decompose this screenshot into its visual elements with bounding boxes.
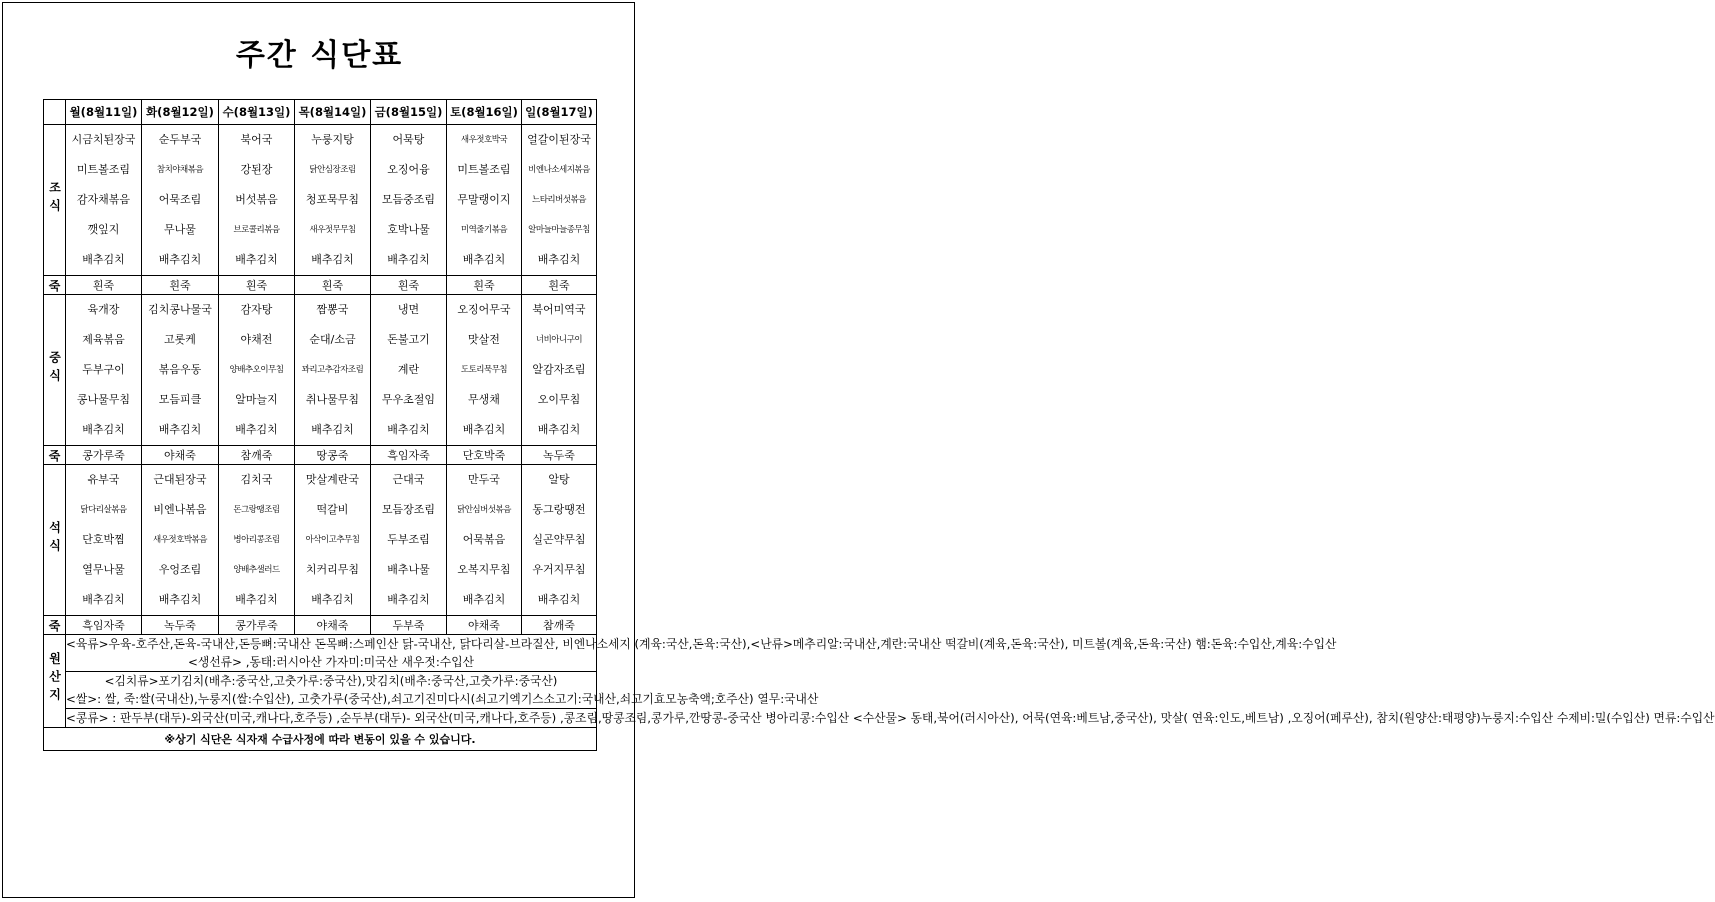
menu-item: 새우젓무무침: [309, 225, 356, 235]
juk-cell: 두부죽: [371, 616, 447, 635]
menu-item: 치커리무침: [305, 563, 360, 576]
menu-item: 유부국: [87, 473, 120, 486]
menu-cell: [66, 125, 142, 276]
juk-cell: 흰죽: [447, 276, 522, 295]
menu-item: 제육볶음: [82, 333, 125, 346]
menu-cell: [142, 125, 219, 276]
juk-label: 죽: [44, 616, 66, 635]
menu-item: 배추김치: [462, 423, 506, 436]
menu-item: 김치콩나물국: [148, 303, 212, 316]
day-header: 수(8월13일): [219, 100, 295, 125]
menu-cell: [371, 465, 447, 616]
juk-cell: 흑임자죽: [66, 616, 142, 635]
menu-item: 미트볼조림: [76, 163, 131, 176]
juk-cell: 흰죽: [295, 276, 371, 295]
menu-item: 동그랑땡전: [532, 503, 586, 516]
menu-item: 오징어융: [387, 163, 430, 176]
juk-row: [44, 616, 597, 635]
menu-item: 배추김치: [537, 423, 581, 436]
meal-label: [44, 295, 66, 446]
juk-label: 죽: [44, 276, 66, 295]
origin-text: [66, 709, 1715, 728]
juk-cell: 단호박죽: [447, 446, 522, 465]
juk-cell: 야채죽: [295, 616, 371, 635]
menu-item: 만두국: [468, 473, 500, 486]
menu-item: 두부조림: [387, 533, 430, 546]
menu-cell: [219, 295, 295, 446]
menu-item: 배추김치: [537, 593, 581, 606]
menu-item: 배추김치: [462, 253, 506, 266]
menu-item: 강된장: [240, 163, 273, 176]
juk-cell: 흰죽: [66, 276, 142, 295]
menu-item: 배추김치: [235, 423, 278, 436]
menu-item: 계란: [397, 363, 420, 376]
vertical-label: 조식: [47, 180, 62, 217]
menu-item: 비엔나소세지볶음: [528, 165, 590, 175]
menu-item: 꽈리고추감자조림: [301, 365, 364, 375]
menu-item: 짬뽕국: [316, 303, 349, 316]
menu-item: 김치국: [240, 473, 273, 486]
juk-row: [44, 446, 597, 465]
meal-row: [44, 125, 597, 276]
menu-item: 북어미역국: [532, 303, 586, 316]
notice-text: ※상기 식단은 식자재 수급사정에 따라 변동이 있을 수 있습니다.: [44, 728, 597, 751]
menu-item: 비엔나볶음: [153, 503, 207, 516]
menu-cell: [142, 465, 219, 616]
menu-item: 감자탕: [240, 303, 273, 316]
menu-item: 알마늘지: [235, 393, 278, 406]
juk-cell: 참깨죽: [219, 446, 295, 465]
menu-item: 양배추샐러드: [233, 565, 280, 575]
juk-cell: 콩가루죽: [219, 616, 295, 635]
juk-cell: 녹두죽: [142, 616, 219, 635]
menu-item: 무생채: [468, 393, 500, 406]
menu-item: 무나물: [164, 223, 196, 236]
meal-label: [44, 125, 66, 276]
menu-item: 콩나물무침: [76, 393, 131, 406]
day-header: 금(8월15일): [371, 100, 447, 125]
menu-item: 닭다리살볶음: [80, 505, 127, 515]
day-header: 화(8월12일): [142, 100, 219, 125]
menu-item: 알마늘마늘종무침: [528, 225, 590, 235]
menu-item: 배추김치: [158, 253, 202, 266]
menu-item: 북어국: [240, 133, 273, 146]
menu-item: 두부구이: [82, 363, 125, 376]
menu-cell: [447, 465, 522, 616]
menu-item: 알감자조림: [532, 363, 586, 376]
menu-cell: [522, 465, 597, 616]
menu-item: 근대된장국: [153, 473, 207, 486]
menu-item: 어묵탕: [392, 133, 425, 146]
menu-item: 얼갈이된장국: [527, 133, 591, 146]
menu-item: 배추나물: [387, 563, 430, 576]
vertical-label: 원산지: [47, 652, 62, 706]
menu-item: 배추김치: [158, 593, 202, 606]
menu-item: 배추김치: [311, 253, 354, 266]
menu-item: 냉면: [397, 303, 420, 316]
menu-cell: [522, 125, 597, 276]
menu-cell: [522, 295, 597, 446]
menu-item: 돈불고기: [387, 333, 430, 346]
menu-item: 양배추오이무침: [229, 365, 284, 375]
menu-item: 순두부국: [158, 133, 202, 146]
menu-item: 맛살전: [468, 333, 500, 346]
origin-line: <콩류> : 판두부(대두)-외국산(미국,캐나다,호주등) ,순두부(대두)- 외국산(미국,캐나다,호주등) ,콩조림,땅콩조림,콩가루,깐땅콩-중국산 병아리콩:수입산 <수산물> 동태,북어(러시아산), 어묵(연육:베트남,중국산), 맛살( 연육:인도,베트남) ,오징어(페루산), 참치(원양산:태평양)누룽지:수입산 수제비:밀(수입산) 면류:수입산: [66, 711, 1715, 725]
menu-item: 병아리콩조림: [233, 535, 280, 545]
menu-item: 우엉조림: [158, 563, 202, 576]
meal-label: [44, 465, 66, 616]
menu-item: 배추김치: [82, 423, 125, 436]
menu-item: 배추김치: [158, 423, 202, 436]
menu-item: 배추김치: [387, 423, 430, 436]
menu-table: [43, 99, 1715, 751]
juk-row: [44, 276, 597, 295]
menu-item: 알탕: [548, 473, 570, 486]
menu-item: 배추김치: [82, 253, 125, 266]
menu-item: 누룽지탕: [311, 133, 354, 146]
menu-item: 배추김치: [82, 593, 125, 606]
menu-item: 아삭이고추무침: [305, 535, 360, 545]
menu-cell: [295, 125, 371, 276]
origin-line: <김치류>포기김치(배추:중국산,고춧가루:중국산),맛김치(배추:중국산,고춧가루:중국산): [104, 674, 558, 688]
menu-item: 배추김치: [235, 593, 278, 606]
menu-item: 맛살계란국: [305, 473, 360, 486]
menu-item: 오복지무침: [457, 563, 511, 576]
menu-item: 고롯케: [164, 333, 196, 346]
juk-cell: 흰죽: [142, 276, 219, 295]
menu-item: 닭안심장조림: [309, 165, 356, 175]
vertical-label: 중식: [47, 350, 62, 387]
menu-cell: [447, 295, 522, 446]
juk-cell: 콩가루죽: [66, 446, 142, 465]
menu-item: 새우젓호박국: [460, 135, 508, 145]
page-title: 주간 식단표: [235, 38, 404, 73]
corner-cell: [44, 100, 66, 125]
menu-item: 청포묵무침: [305, 193, 360, 206]
menu-cell: [447, 125, 522, 276]
menu-item: 미역줄기볶음: [460, 225, 508, 235]
menu-item: 깻잎지: [87, 223, 120, 236]
menu-item: 배추김치: [311, 593, 354, 606]
menu-item: 오징어무국: [457, 303, 511, 316]
menu-item: 무말랭이지: [457, 193, 511, 206]
menu-item: 무우초절임: [381, 393, 436, 406]
menu-item: 브로콜리볶음: [233, 225, 280, 235]
menu-cell: [219, 465, 295, 616]
menu-item: 실곤약무침: [532, 533, 586, 546]
menu-cell: [219, 125, 295, 276]
menu-item: 배추김치: [387, 253, 430, 266]
menu-item: 근대국: [392, 473, 425, 486]
menu-item: 오이무침: [537, 393, 581, 406]
menu-item: 배추김치: [387, 593, 430, 606]
day-header: 토(8월16일): [447, 100, 522, 125]
origin-row: [44, 635, 597, 672]
menu-item: 열무나물: [82, 563, 125, 576]
menu-item: 우거지무침: [532, 563, 586, 576]
juk-cell: 참깨죽: [522, 616, 597, 635]
origin-label: [44, 635, 66, 728]
menu-item: 모듬장조림: [381, 503, 436, 516]
menu-item: 야채전: [240, 333, 273, 346]
juk-cell: 흑임자죽: [371, 446, 447, 465]
menu-item: 호박나물: [387, 223, 430, 236]
menu-item: 육개장: [87, 303, 120, 316]
menu-cell: [142, 295, 219, 446]
menu-item: 참치야채볶음: [156, 165, 204, 175]
menu-cell: [295, 465, 371, 616]
origin-row: [44, 709, 597, 728]
origin-line: <쌀>: 쌀, 죽:쌀(국내산),누룽지(쌀:수입산), 고춧가루(중국산),쇠고기진미다시(쇠고기엑기스소고기:국내산,쇠고기효모농축액;호주산) 열무:국내산: [66, 692, 819, 706]
vertical-label: 석식: [47, 520, 62, 557]
menu-item: 닭안심버섯볶음: [457, 505, 511, 515]
menu-item: 배추김치: [462, 593, 506, 606]
menu-item: 미트볼조림: [457, 163, 511, 176]
juk-cell: 흰죽: [219, 276, 295, 295]
juk-cell: 녹두죽: [522, 446, 597, 465]
meal-row: [44, 465, 597, 616]
header-row: [44, 100, 597, 125]
origin-line: <육류>우육-호주산,돈육-국내산,돈등뼈:국내산 돈목뼈:스페인산 닭-국내산, 닭다리살-브라질산, 비엔나소세지 (계육:국산,돈육:국산),<난류>메추리알:국내산,계란:국내산 떡갈비(계육,돈육:국산), 미트볼(계육,돈육:국산) 햄:돈육:수입산,계육:수입산: [66, 637, 1337, 651]
menu-item: 볶음우동: [158, 363, 202, 376]
origin-text: [66, 672, 819, 709]
menu-item: 어묵조림: [158, 193, 202, 206]
menu-item: 취나물무침: [305, 393, 360, 406]
menu-item: 모듬피클: [158, 393, 202, 406]
day-header: 목(8월14일): [295, 100, 371, 125]
menu-item: 배추김치: [311, 423, 354, 436]
juk-label: 죽: [44, 446, 66, 465]
menu-item: 감자채볶음: [76, 193, 131, 206]
origin-text: [66, 635, 1337, 672]
menu-item: 순대/소금: [309, 333, 356, 346]
juk-cell: 야채죽: [447, 616, 522, 635]
menu-item: 모듬중조림: [381, 193, 436, 206]
menu-item: 느타리버섯볶음: [532, 195, 586, 205]
menu-cell: [371, 295, 447, 446]
menu-item: 버섯볶음: [235, 193, 278, 206]
menu-item: 단호박찜: [82, 533, 125, 546]
juk-cell: 흰죽: [522, 276, 597, 295]
origin-line: <생선류> ,동태:러시아산 가자미:미국산 새우젓:수입산: [187, 655, 474, 669]
origin-row: [44, 672, 597, 709]
juk-cell: 흰죽: [371, 276, 447, 295]
day-header: 일(8월17일): [522, 100, 597, 125]
menu-item: 도토리묵무침: [460, 365, 508, 375]
menu-item: 떡갈비: [316, 503, 349, 516]
day-header: 월(8월11일): [66, 100, 142, 125]
menu-item: 배추김치: [537, 253, 581, 266]
menu-cell: [66, 465, 142, 616]
menu-cell: [371, 125, 447, 276]
menu-item: 돈그랑땡조림: [233, 505, 280, 515]
menu-item: 너비아니구이: [535, 335, 583, 345]
notice-row: [44, 728, 597, 751]
juk-cell: 야채죽: [142, 446, 219, 465]
menu-item: 새우젓호박볶음: [153, 535, 207, 545]
menu-cell: [66, 295, 142, 446]
menu-item: 어묵볶음: [462, 533, 506, 546]
menu-item: 배추김치: [235, 253, 278, 266]
menu-item: 시금치된장국: [71, 133, 136, 146]
juk-cell: 땅콩죽: [295, 446, 371, 465]
menu-cell: [295, 295, 371, 446]
meal-row: [44, 295, 597, 446]
